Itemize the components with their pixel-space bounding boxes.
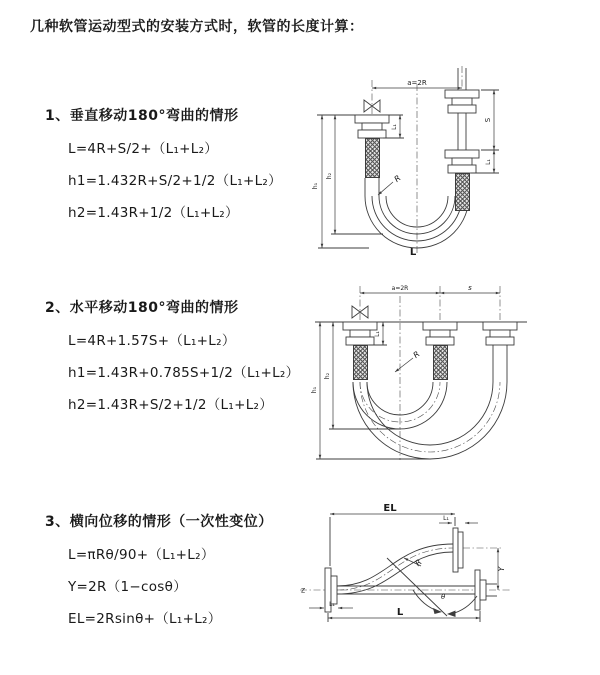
braided-hose-section: [433, 345, 448, 380]
formula-s3-y: Y=2R（1−cosθ）: [68, 579, 188, 595]
dimension-y: [497, 548, 506, 590]
section-2-heading: 2、水平移动180°弯曲的情形: [45, 300, 239, 316]
dim-label-l1: L₁: [374, 331, 381, 337]
dimension-el: [330, 503, 455, 566]
dimension-l1-top: [439, 515, 478, 524]
displaced-hose-curve: [337, 544, 453, 594]
label-length: L: [409, 247, 417, 258]
diagram-horizontal-180-bend: [305, 282, 535, 467]
dim-label-y: Y: [497, 566, 506, 572]
dim-label-a2r: a=2R: [391, 285, 409, 292]
dimension-a-2r: [360, 285, 440, 294]
braided-hose-section: [365, 138, 380, 178]
section-1-heading: 1、垂直移动180°弯曲的情形: [45, 108, 239, 124]
braided-hose-section: [353, 345, 368, 380]
dimension-l: [328, 607, 480, 622]
formula-s1-length: L=4R+S/2+（L₁+L₂）: [68, 141, 219, 157]
diagram-3-drawing: [295, 500, 525, 630]
diagram-1-drawing: [305, 62, 505, 257]
section-lateral-displacement: [45, 511, 273, 639]
radius-callout: [378, 173, 402, 195]
formula-s3-length: L=πRθ/90+（L₁+L₂）: [68, 547, 215, 563]
formula-s2-h2: h2=1.43R+S/2+1/2（L₁+L₂）: [68, 397, 274, 413]
page-title: 几种软管运动型式的安装方式时，软管的长度计算：: [30, 19, 364, 35]
section-3-heading: 3、横向位移的情形（一次性变位）: [45, 514, 273, 530]
label-theta: θ: [441, 593, 446, 601]
braided-hose-section: [455, 173, 470, 211]
dim-label-a2r: a=2R: [407, 79, 427, 87]
formula-s2-length: L=4R+1.57S+（L₁+L₂）: [68, 333, 236, 349]
diagram-lateral-displacement: [295, 500, 525, 630]
label-radius: R: [411, 349, 422, 360]
dim-label-h2: h₂: [326, 172, 333, 180]
radius-callout: [395, 349, 421, 372]
middle-pipe-fitting: [423, 322, 457, 345]
dim-label-l1-top: L₁: [443, 515, 449, 522]
formula-s1-h1: h1=1.432R+S/2+1/2（L₁+L₂）: [68, 173, 282, 189]
dim-label-h2: h₂: [324, 372, 331, 380]
dim-label-l1-left: L₁: [391, 124, 398, 130]
dimension-a-2r: [372, 79, 462, 89]
dim-label-el: EL: [383, 503, 397, 514]
u-bend-hose-positions: [353, 382, 507, 459]
formula-s2-h1: h1=1.43R+0.785S+1/2（L₁+L₂）: [68, 365, 300, 381]
dim-label-s: S: [484, 117, 492, 123]
dim-label-l1-right: L₁: [485, 159, 492, 165]
section-vertical-180: [45, 105, 282, 233]
right-pipe-fitting: [483, 322, 517, 382]
dim-label-h1: h₁: [312, 182, 319, 190]
dim-label-l: L: [396, 607, 404, 618]
dim-label-s: s: [468, 284, 472, 292]
label-radius: R: [413, 557, 424, 568]
label-radius: R: [392, 173, 403, 184]
left-pipe-fitting: [343, 322, 377, 345]
formula-s1-h2: h2=1.43R+1/2（L₁+L₂）: [68, 205, 239, 221]
diagram-2-drawing: [305, 282, 535, 467]
dimension-s: [471, 90, 499, 173]
diagram-vertical-180-bend: [305, 62, 505, 257]
dimension-stroke-s: [440, 284, 500, 294]
dim-label-l1-left: L₁: [329, 601, 335, 608]
dim-label-h1: h₁: [311, 386, 318, 394]
section-horizontal-180: [45, 297, 299, 425]
centerlines: [360, 286, 500, 460]
formula-s3-el: EL=2Rsinθ+（L₁+L₂）: [68, 611, 222, 627]
upper-flange: [453, 528, 463, 572]
centerline-mark: Z: [301, 587, 306, 595]
